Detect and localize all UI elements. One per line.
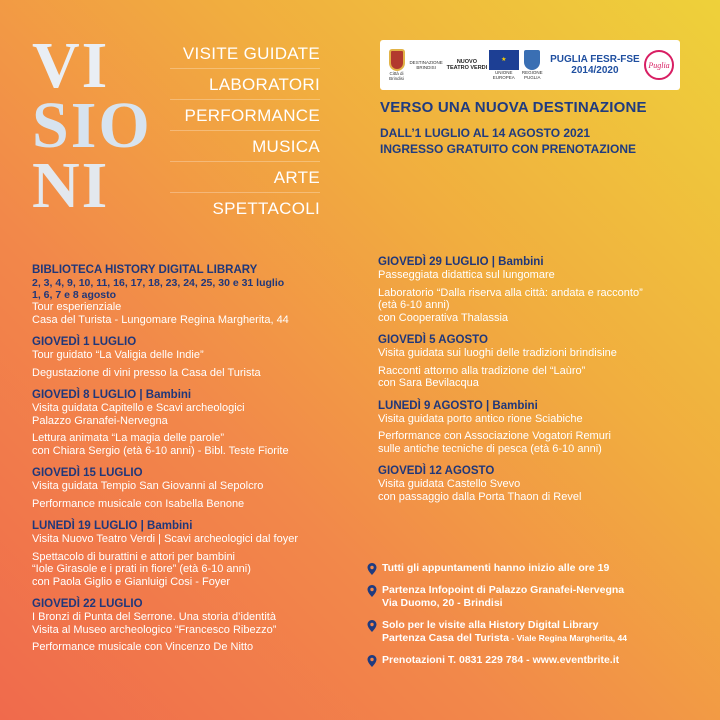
event-line: Lettura animata “La magia delle parole” [32,432,225,444]
event-line: Visita guidata porto antico rione Sciabiche [378,412,583,425]
event-dates: 2, 3, 4, 9, 10, 11, 16, 17, 18, 23, 24, 25, 30 e 31 luglio [32,277,285,289]
puglia-logo: Puglia [644,50,674,80]
event-line: Performance con Associazione Vogatori Remuri [378,430,611,442]
event-line: Visita guidata Castello Svevo [378,478,521,490]
event-line: Passeggiata didattica sul lungomare [378,269,555,281]
logo-row-3: NI [32,149,110,222]
event-line: Performance musicale con Isabella Benone [32,497,245,510]
event-title: LUNEDÌ 9 AGOSTO | Bambini [378,399,538,412]
event-line: Visita al Museo archeologico “Francesco Ribezzo” [32,623,277,636]
visioni-logo [32,29,162,222]
eu-flag-icon: ★ [489,50,519,70]
map-pin-icon [366,563,378,575]
event-line: con Chiara Sergio (età 6-10 anni) - Bibl. Teste Fiorite [32,444,289,457]
event-title: GIOVEDÌ 12 AGOSTO [378,465,495,477]
activity-laboratori: LABORATORI [170,69,320,100]
po-logo: PUGLIA FESR-FSE 2014/2020 [550,54,640,76]
event-right-1 [378,334,698,390]
event-title: LUNEDÌ 19 LUGLIO | Bambini [32,520,193,532]
event-title: GIOVEDÌ 15 LUGLIO [32,467,143,479]
info-hdl: Solo per le visite alla History Digital Library Partenza Casa del Turista - Viale Regina Margherita, 44 [366,619,696,645]
event-right-3 [378,465,698,503]
info-block [366,562,696,676]
event-line: con Cooperativa Thalassia [378,311,509,324]
event-left-4 [32,520,352,588]
activity-spettacoli: SPETTACOLI [212,199,320,218]
event-left-0 [32,264,352,326]
event-line: (età 6-10 anni) [378,299,450,311]
info-partenza: Partenza Infopoint di Palazzo Granafei-Nervegna Via Duomo, 20 - Brindisi [366,584,696,610]
event-line: Visita guidata Capitello e Scavi archeologici [32,402,245,414]
event-line: Performance musicale con Vincenzo De Nitto [32,641,254,653]
event-title: GIOVEDÌ 1 LUGLIO [32,336,137,348]
event-line: Racconti attorno alla tradizione del “Laùro” [378,364,586,377]
event-line: Laboratorio “Dalla riserva alla città: andata e racconto” [378,286,643,299]
crest-icon [389,49,405,71]
event-left-2 [32,389,352,457]
event-right-0 [378,256,698,324]
partner-logos [380,40,680,90]
regione-crest-icon [524,50,540,70]
program-right [378,256,698,513]
event-line: Degustazione di vini presso la Casa del Turista [32,366,261,379]
dates-block [380,125,636,157]
destinazione-logo: DESTINAZIONE BRINDISI [409,60,443,70]
event-left-5 [32,598,352,654]
teatro-logo: NUOVO TEATRO VERDI [446,59,488,71]
program-left [32,264,352,664]
logo-row-2: SIO [32,89,152,162]
event-title: BIBLIOTECA HISTORY DIGITAL LIBRARY [32,264,258,276]
headline: VERSO UNA NUOVA DESTINAZIONE [380,99,647,116]
event-left-1 [32,336,352,379]
comune-logo: Città di Brindisi [386,49,407,81]
map-pin-icon [366,620,378,632]
event-line: Visita guidata Tempio San Giovanni al Sepolcro [32,480,264,492]
event-right-2 [378,400,698,456]
map-pin-icon [366,655,378,667]
ingresso: INGRESSO GRATUITO CON PRENOTAZIONE [380,142,637,156]
event-line: con passaggio dalla Porta Thaon di Revel [378,490,582,503]
activity-list [170,38,320,224]
event-title: GIOVEDÌ 22 LUGLIO [32,598,143,610]
event-line: I Bronzi di Punta del Serrone. Una storia d’identità [32,611,276,623]
map-pin-icon [366,585,378,597]
event-line: Visita Nuovo Teatro Verdi | Scavi archeologici dal foyer [32,533,298,545]
info-start: Tutti gli appuntamenti hanno inizio alle ore 19 [366,562,696,575]
activity-musica: MUSICA [170,131,320,162]
event-left-3 [32,467,352,510]
activity-arte: ARTE [170,162,320,193]
event-line: con Paola Giglio e Gianluigi Cosi - Foyer [32,575,231,588]
event-dates: 1, 6, 7 e 8 agosto [32,289,117,301]
event-line: con Sara Bevilacqua [378,377,479,389]
event-line: Tour esperienziale [32,301,122,313]
activity-visite: VISITE GUIDATE [170,38,320,69]
info-prenotazioni: Prenotazioni T. 0831 229 784 - www.eventbrite.it [366,654,696,667]
event-line: Palazzo Granafei-Nervegna [32,414,168,427]
eu-logo: ★ UNIONE EUROPEA [489,50,519,80]
event-line: Spettacolo di burattini e attori per bambini [32,550,236,563]
event-line: Visita guidata sui luoghi delle tradizioni brindisine [378,347,617,359]
activity-performance: PERFORMANCE [170,100,320,131]
event-line: sulle antiche tecniche di pesca (età 6-10 anni) [378,442,602,455]
event-line: Tour guidato “La Valigia delle Indie” [32,349,204,361]
event-line: “Iole Girasole e i prati in fiore” (età 6-10 anni) [32,563,251,575]
regione-logo: REGIONE PUGLIA [519,50,546,80]
event-title: GIOVEDÌ 29 LUGLIO | Bambini [378,256,544,268]
event-title: GIOVEDÌ 8 LUGLIO | Bambini [32,389,192,401]
date-range: DALL’1 LUGLIO AL 14 AGOSTO 2021 [380,126,591,140]
event-title: GIOVEDÌ 5 AGOSTO [378,334,488,346]
logo-row-1: VI [32,29,110,102]
event-line: Casa del Turista - Lungomare Regina Margherita, 44 [32,313,289,326]
